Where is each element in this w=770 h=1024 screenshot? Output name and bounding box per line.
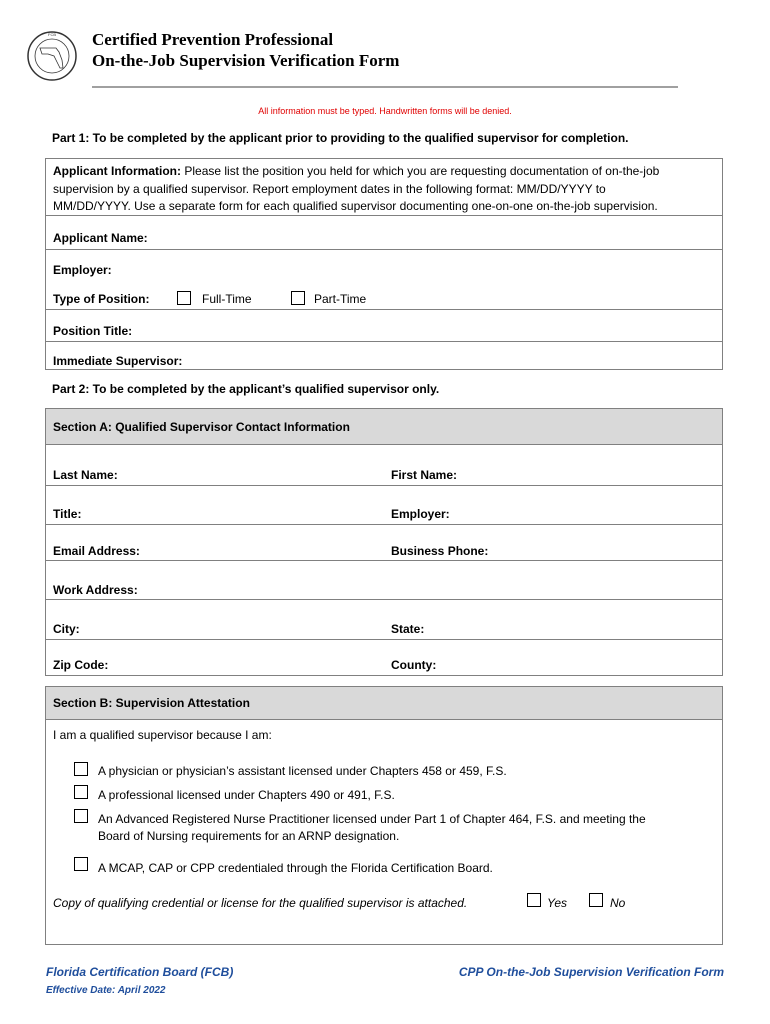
row-divider [46,485,722,486]
first-name-label: First Name: [391,468,458,482]
yes-label: Yes [547,896,568,910]
footer-org: Florida Certification Board (FCB) [46,965,234,979]
employer-label: Employer: [53,263,112,277]
row-divider [46,341,722,342]
yes-checkbox[interactable] [527,893,541,907]
title-label: Title: [53,507,82,521]
row-divider [46,599,722,600]
row-divider [46,249,722,250]
applicant-info-box [45,158,723,370]
row-divider [46,215,722,216]
county-label: County: [391,658,437,672]
professional-option-label: A professional licensed under Chapters 490 or 491, F.S. [98,788,395,802]
part-time-checkbox[interactable] [291,291,305,305]
last-name-label: Last Name: [53,468,118,482]
footer-effective-date: Effective Date: April 2022 [46,985,166,996]
zip-code-label: Zip Code: [53,658,109,672]
section-a-title: Section A: Qualified Supervisor Contact Information [53,420,350,434]
part1-heading: Part 1: To be completed by the applicant prior to providing to the qualified supervisor for completion. [52,131,629,145]
row-divider [46,560,722,561]
mcap-checkbox[interactable] [74,857,88,871]
applicant-name-label: Applicant Name: [53,231,148,245]
arnp-option-line2: Board of Nursing requirements for an ARNP designation. [98,829,400,843]
row-divider [46,309,722,310]
applicant-info-line1: Please list the position you held for which you are requesting documentation of on-the-job [184,164,660,178]
no-checkbox[interactable] [589,893,603,907]
email-address-label: Email Address: [53,544,140,558]
mcap-option-label: A MCAP, CAP or CPP credentialed through the Florida Certification Board. [98,861,493,875]
form-title-line1: Certified Prevention Professional [92,30,334,49]
row-divider [46,639,722,640]
physician-option-label: A physician or physician’s assistant licensed under Chapters 458 or 459, F.S. [98,764,507,778]
svg-text:FCB: FCB [48,32,56,37]
applicant-info-instructions [53,163,659,216]
city-label: City: [53,622,80,636]
row-divider [46,444,722,445]
part-time-label: Part-Time [314,292,367,306]
applicant-info-line2: supervision by a qualified supervisor. Report employment dates in the following format: MM/DD/YYYY to [53,181,606,196]
immediate-supervisor-label: Immediate Supervisor: [53,354,183,368]
full-time-label: Full-Time [202,292,252,306]
no-label: No [610,896,626,910]
applicant-info-label: Applicant Information: [53,164,181,178]
row-divider [46,524,722,525]
title-divider [92,86,678,88]
section-b-title: Section B: Supervision Attestation [53,696,250,710]
row-divider [46,719,722,720]
business-phone-label: Business Phone: [391,544,489,558]
position-title-label: Position Title: [53,324,133,338]
supervisor-employer-label: Employer: [391,507,450,521]
type-of-position-label: Type of Position: [53,292,150,306]
professional-checkbox[interactable] [74,785,88,799]
fcb-seal-logo [26,30,78,82]
section-b-box [45,686,723,945]
physician-checkbox[interactable] [74,762,88,776]
form-title-line2: On-the-Job Supervision Verification Form [92,51,400,70]
section-a-box [45,408,723,676]
typed-notice: All information must be typed. Handwritten forms will be denied. [258,106,512,116]
arnp-checkbox[interactable] [74,809,88,823]
footer-form-name: CPP On-the-Job Supervision Verification Form [458,965,724,979]
applicant-info-line3: MM/DD/YYYY. Use a separate form for each qualified supervisor documenting one-on-one on-the-job supervision. [53,199,658,213]
part2-heading: Part 2: To be completed by the applicant’s qualified supervisor only. [52,382,440,396]
copy-attached-statement: Copy of qualifying credential or license for the qualified supervisor is attached. [53,896,468,910]
state-label: State: [391,622,425,636]
work-address-label: Work Address: [53,583,138,597]
qualified-intro: I am a qualified supervisor because I am: [53,728,272,742]
arnp-option-line1: An Advanced Registered Nurse Practitioner licensed under Part 1 of Chapter 464, F.S. and meeting the [98,812,646,826]
full-time-checkbox[interactable] [177,291,191,305]
